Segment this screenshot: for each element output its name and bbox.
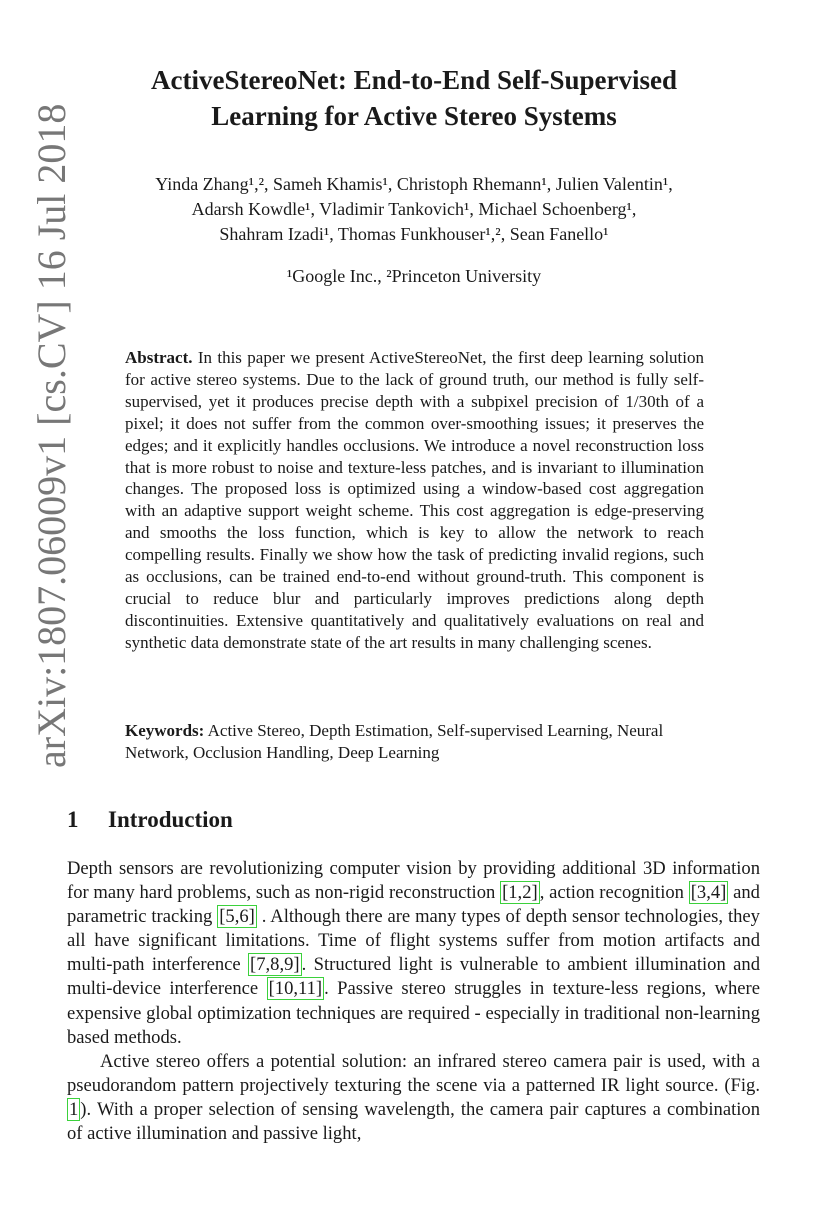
citation-link[interactable]: [10,11] (268, 978, 323, 1000)
text-run: ). With a proper selection of sensing wavelength, the camera pair captures a combination of active illumination and passive light, (67, 1098, 760, 1145)
paragraph (67, 857, 760, 1050)
citation-link[interactable]: [3,4] (690, 882, 727, 904)
keywords-text: Active Stereo, Depth Estimation, Self-supervised Learning, Neural Network, Occlusion Handling, Deep Learning (125, 721, 664, 762)
title-line: Learning for Active Stereo Systems (211, 101, 617, 131)
abstract (125, 347, 704, 654)
paragraph (67, 1050, 760, 1146)
text-run: . Structured light is vulnerable to ambient illumination and multi-device interference (67, 954, 760, 1000)
text-run: . Although there are many types of depth sensor technologies, they all have significant limitations. Time of flight systems suffer from motion artifacts and multi-path interference (67, 906, 760, 976)
affiliations: ¹Google Inc., ²Princeton University (286, 266, 542, 286)
author-list (80, 172, 748, 247)
author-line: Shahram Izadi¹, Thomas Funkhouser¹,², Sean Fanello¹ (219, 224, 609, 244)
text-run: Active stereo offers a potential solution: an infrared stereo camera pair is used, with a pseudorandom pattern projectively texturing the scene via a patterned IR light source. (Fig. (67, 1050, 760, 1096)
author-line: Yinda Zhang¹,², Sameh Khamis¹, Christoph Rhemann¹, Julien Valentin¹, (155, 174, 673, 194)
abstract-text: In this paper we present ActiveStereoNet, the first deep learning solution for active stereo systems. Due to the lack of ground truth, our method is fully self-supervised, yet it produces precise depth with a subpixel precision of 1/30th of a pixel; it does not suffer from the common over-smoothing issues; it preserves the edges; and it explicitly handles occlusions. We introduce a novel reconstruction loss that is more robust to noise and texture-less patches, and is invariant to illumination changes. The proposed loss is optimized using a window-based cost aggregation with an adaptive support weight scheme. This cost aggregation is edge-preserving and smooths the loss function, which is key to allow the network to reach compelling results. Finally we show how the task of predicting invalid regions, such as occlusions, can be trained end-to-end without ground-truth. This component is crucial to reduce blur and particularly improves predictions along depth discontinuities. Extensive quantitatively and qualitatively evaluations on real and synthetic data demonstrate state of the art results in many challenging scenes. (125, 348, 704, 652)
section-heading (67, 805, 233, 835)
paper-title (80, 62, 748, 134)
keywords-label: Keywords: (125, 721, 205, 740)
author-line: Adarsh Kowdle¹, Vladimir Tankovich¹, Michael Schoenberg¹, (191, 199, 637, 219)
arxiv-identifier: arXiv:1807.06009v1 [cs.CV] 16 Jul 2018 (29, 103, 74, 768)
section-number: 1 (67, 807, 79, 832)
citation-link[interactable]: [5,6] (219, 906, 255, 928)
keywords (125, 720, 704, 764)
text-run: Depth sensors are revolutionizing computer vision by providing additional 3D information for many hard problems, such as non-rigid reconstruction (67, 858, 760, 904)
citation-link[interactable]: [7,8,9] (250, 954, 300, 976)
title-line: ActiveStereoNet: End-to-End Self-Supervised (151, 65, 677, 95)
text-run: . Passive stereo struggles in texture-less regions, where expensive global optimization techniques are required - especially in traditional non-learning based methods. (67, 978, 760, 1048)
text-run: , action recognition (539, 882, 689, 904)
introduction-body (67, 857, 760, 1146)
figure-link[interactable]: 1 (69, 1098, 79, 1120)
section-title: Introduction (108, 807, 233, 832)
text-run: and parametric tracking (67, 882, 760, 928)
abstract-label: Abstract. (125, 348, 193, 367)
citation-link[interactable]: [1,2] (502, 882, 538, 904)
